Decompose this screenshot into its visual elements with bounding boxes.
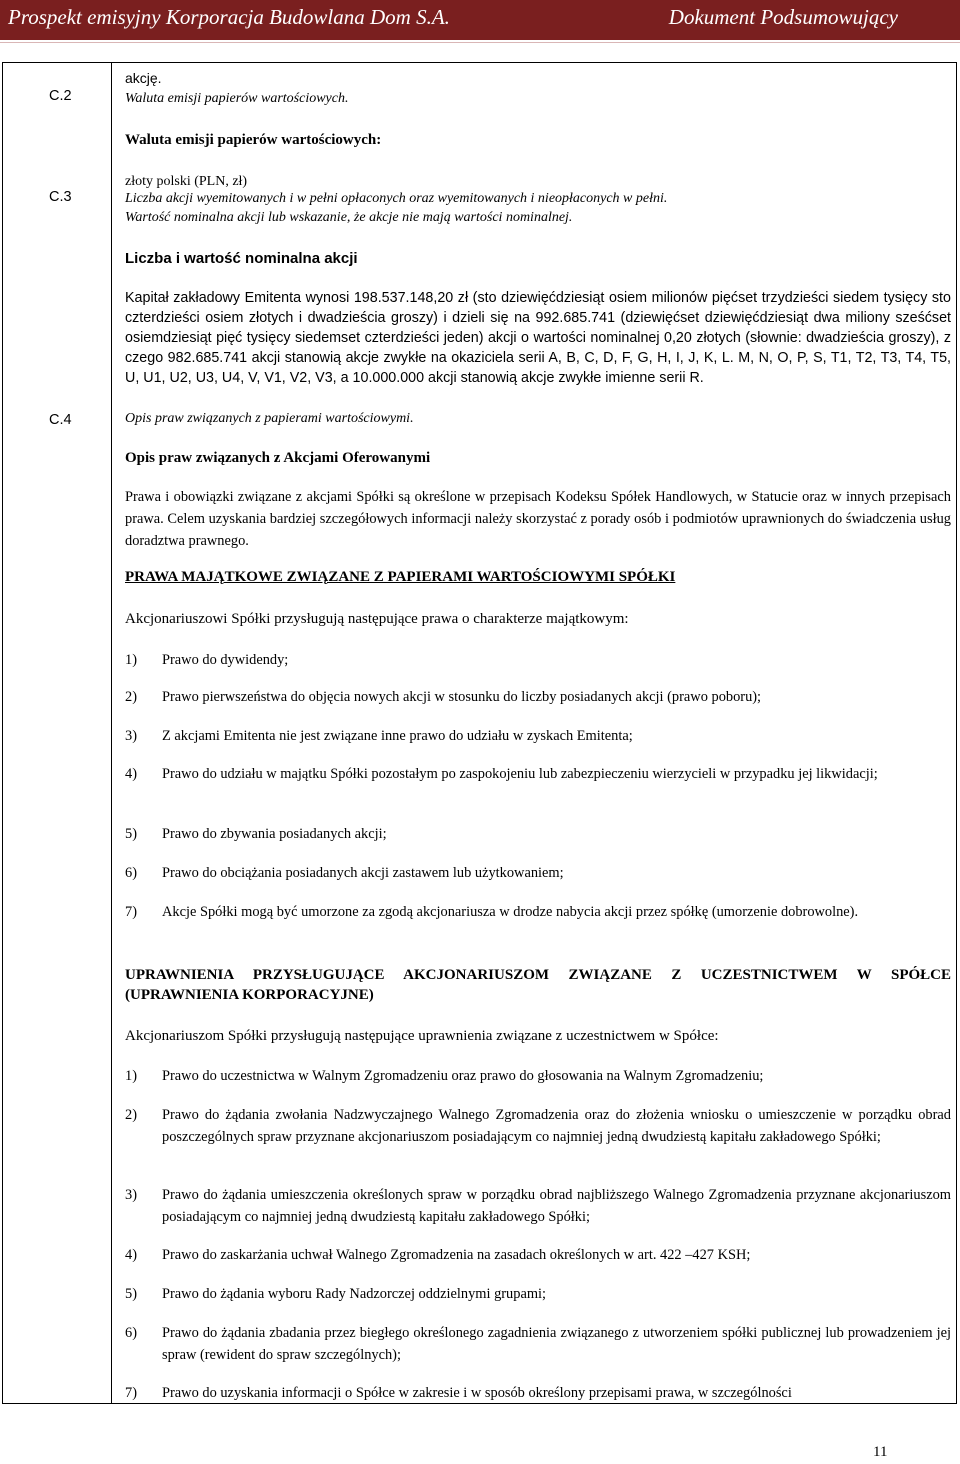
list-item-text: Akcje Spółki mogą być umorzone za zgodą akcjonariusza w drodze nabycia akcji przez spółkę (umorzenie dobrowolne). <box>162 904 859 920</box>
list-item-number: 2) <box>125 689 137 705</box>
list-item-text: Prawo do żądania wyboru Rady Nadzorczej oddzielnymi grupami; <box>162 1286 547 1302</box>
list-item-number: 6) <box>125 865 137 881</box>
column-divider <box>111 63 112 1404</box>
list-item-number: 1) <box>125 652 137 668</box>
c2-subheading: Waluta emisji papierów wartościowych: <box>125 132 382 148</box>
corporate-rights-intro: Akcjonariuszom Spółki przysługują następujące uprawnienia związane z uczestnictwem w Spółce: <box>125 1028 719 1044</box>
list-item-text: Prawo do żądania zbadania przez biegłego określonego zagadnienia związanego z utworzeniem spółki publicznej lub prowadzeniem jej spraw (rewident do spraw szczególnych); <box>162 1325 951 1363</box>
section-label-c3: C.3 <box>49 189 72 205</box>
list-item-text: Prawo do żądania zwołania Nadzwyczajnego Walnego Zgromadzenia oraz do złożenia wniosku o umieszczenie w porządku obrad poszczególnych spraw przyznane akcjonariuszom posiadającym co najmniej jedną dwudziestą kapitału zakładowego Spółki; <box>162 1107 951 1145</box>
list-item-text: Prawo do zaskarżania uchwał Walnego Zgromadzenia na zasadach określonych w art. 422 –427 KSH; <box>162 1247 751 1263</box>
prospectus-title: Prospekt emisyjny Korporacja Budowlana Dom S.A. <box>8 5 450 29</box>
list-item-number: 7) <box>125 1385 137 1401</box>
list-item-text: Prawo do obciążania posiadanych akcji zastawem lub użytkowaniem; <box>162 865 564 881</box>
list-item-text: Prawo pierwszeństwa do objęcia nowych akcji w stosunku do liczby posiadanych akcji (prawo poboru); <box>162 689 762 705</box>
document-title: Dokument Podsumowujący <box>668 5 898 29</box>
list-item-number: 6) <box>125 1325 137 1341</box>
page-header <box>0 0 960 40</box>
list-item-text: Prawo do dywidendy; <box>162 652 289 668</box>
list-item-number: 5) <box>125 826 137 842</box>
list-item-number: 4) <box>125 766 137 782</box>
c4-subheading: Opis praw związanych z Akcjami Oferowanymi <box>125 450 431 466</box>
list-item-text: Prawo do udziału w majątku Spółki pozostałym po zaspokojeniu lub zabezpieczeniu wierzycieli w przypadku jej likwidacji; <box>162 766 878 782</box>
header-rule <box>0 42 960 43</box>
c1-tail-text: akcję. <box>125 70 162 86</box>
list-item-text: Prawo do zbywania posiadanych akcji; <box>162 826 387 842</box>
c3-subheading: Liczba i wartość nominalna akcji <box>125 250 358 267</box>
summary-table <box>2 62 957 1404</box>
c3-share-capital-paragraph: Kapitał zakładowy Emitenta wynosi 198.537.148,20 zł (sto dziewięćdziesiąt osiem milionów pięćset trzydzieści siedem tysięcy sto czterdzieści osiem złotych i dwadzieścia groszy) i dzieli się na 992.685.741 (dziewięćset dziewięćdziesiąt dwa miliony sześćset osiemdziesiąt pięć tysięcy siedemset czterdzieści jeden) akcji o wartości nominalnej 0,20 złotych (słownie: dwadzieścia groszy), z czego 982.685.741 akcji stanowią akcje zwykłe na okaziciela serii A, B, C, D, F, G, H, I, J, K, L. M, N, O, P, S, T1, T2, T3, T4, T5, U, U1, U2, U3, U4, V, V1, V2, V3, a 10.000.000 akcji stanowią akcje zwykłe imienne serii R. <box>125 290 951 386</box>
page-number: 11 <box>873 1444 888 1460</box>
list-item-text: Prawo do uzyskania informacji o Spółce w zakresie i w sposób określony przepisami prawa, w szczególności <box>162 1385 792 1401</box>
list-item-number: 7) <box>125 904 137 920</box>
list-item-text: Prawo do uczestnictwa w Walnym Zgromadzeniu oraz prawo do głosowania na Walnym Zgromadzeniu; <box>162 1068 764 1084</box>
list-item-text: Prawo do żądania umieszczenia określonych spraw w porządku obrad najbliższego Walnego Zgromadzenia przyznane akcjonariuszom posiadającym co najmniej jedną dwudziestą kapitału zakładowego Spółki; <box>162 1187 951 1225</box>
c4-intro-paragraph: Prawa i obowiązki związane z akcjami Spółki są określone w przepisach Kodeksu Spółek Handlowych, w Statucie oraz w innych przepisach prawa. Celem uzyskania bardziej szczegółowych informacji należy skorzystać z porady osób i podmiotów uprawnionych do świadczenia usług doradztwa prawnego. <box>125 489 951 549</box>
list-item-number: 3) <box>125 1187 137 1203</box>
c2-currency-value: złoty polski (PLN, zł) <box>125 174 248 189</box>
list-item-number: 1) <box>125 1068 137 1084</box>
c2-heading: Waluta emisji papierów wartościowych. <box>125 91 349 106</box>
c3-heading-line1: Liczba akcji wyemitowanych i w pełni opłaconych oraz wyemitowanych i nieopłaconych w pełni. <box>125 191 668 206</box>
section-label-c2: C.2 <box>49 88 72 104</box>
corporate-rights-heading: UPRAWNIENIA PRZYSŁUGUJĄCE AKCJONARIUSZOM ZWIĄZANE Z UCZESTNICTWEM W SPÓŁCE (UPRAWNIENIA KORPORACYJNE) <box>125 967 951 1003</box>
c4-heading: Opis praw związanych z papierami wartościowymi. <box>125 411 414 426</box>
section-label-c4: C.4 <box>49 412 72 428</box>
list-item-number: 3) <box>125 728 137 744</box>
property-rights-intro: Akcjonariuszowi Spółki przysługują następujące prawa o charakterze majątkowym: <box>125 611 629 627</box>
list-item-text: Z akcjami Emitenta nie jest związane inne prawo do udziału w zyskach Emitenta; <box>162 728 633 744</box>
list-item-number: 4) <box>125 1247 137 1263</box>
list-item-number: 5) <box>125 1286 137 1302</box>
property-rights-heading: PRAWA MAJĄTKOWE ZWIĄZANE Z PAPIERAMI WARTOŚCIOWYMI SPÓŁKI <box>125 569 676 585</box>
c3-heading-line2: Wartość nominalna akcji lub wskazanie, że akcje nie mają wartości nominalnej. <box>125 210 573 225</box>
list-item-number: 2) <box>125 1107 137 1123</box>
